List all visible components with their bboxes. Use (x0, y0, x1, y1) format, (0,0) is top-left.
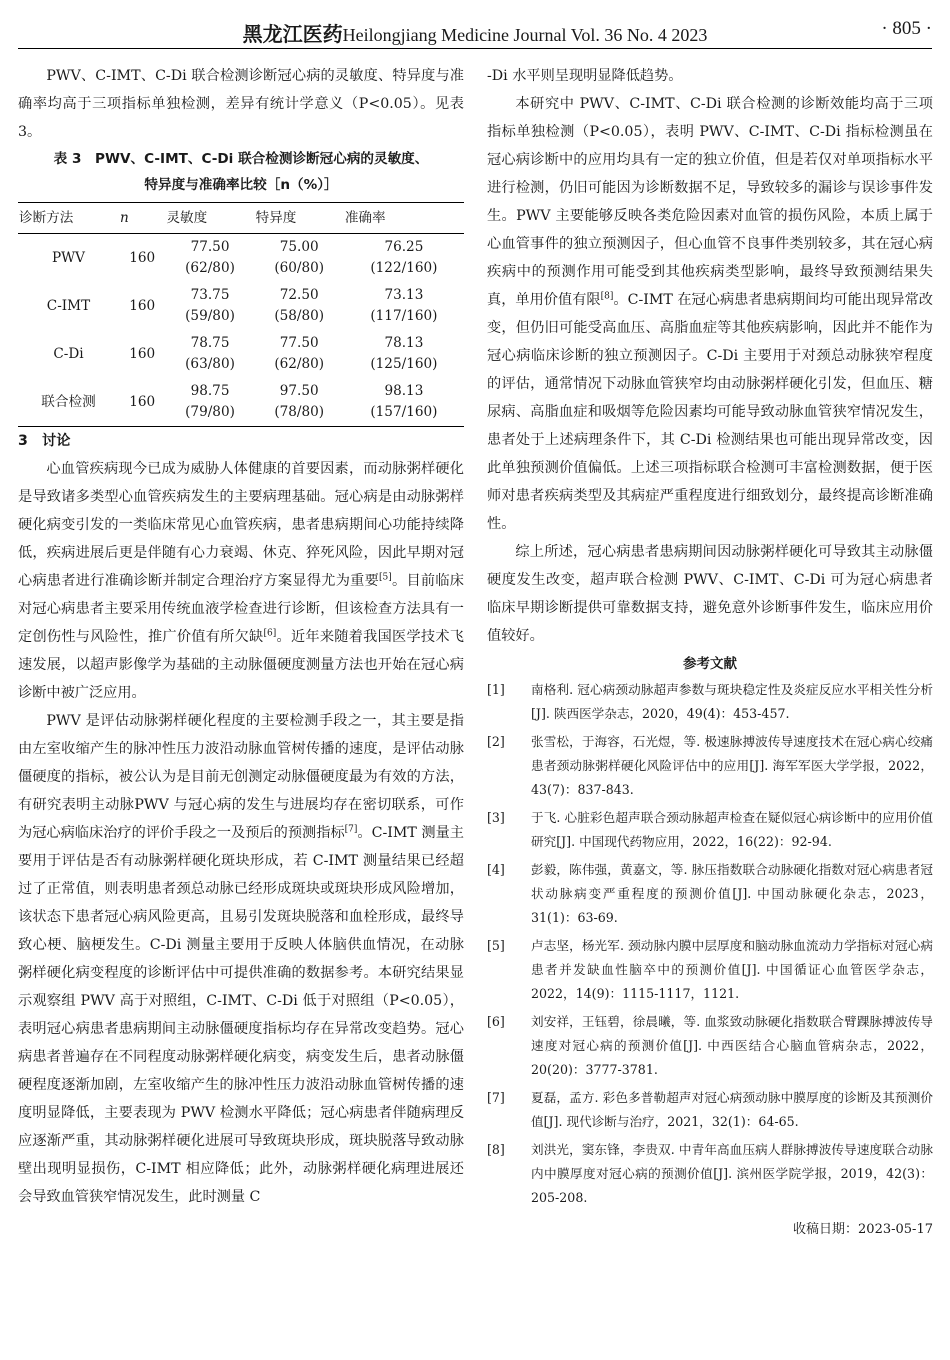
table-row (18, 378, 464, 427)
value: 75.00 (279, 239, 319, 255)
reference-text: 彭毅，陈伟强，黄嘉文，等. 脉压指数联合动脉硬化指数对冠心病患者冠状动脉病变严重程度的预测价值[J]. 中国动脉硬化杂志，2023，31(1)：63-69. (531, 862, 933, 925)
discussion-paragraph-3 (487, 90, 933, 538)
reference-item (487, 806, 933, 854)
table-header-cell: 特异度 (255, 203, 344, 234)
sensitivity-cell (165, 330, 254, 378)
value: 98.13 (384, 383, 424, 399)
table-header-cell: 诊断方法 (18, 203, 119, 234)
reference-number: [7] (487, 1090, 505, 1105)
method-cell: C-Di (53, 345, 84, 362)
reference-item (487, 678, 933, 726)
journal-title (18, 18, 932, 47)
continued-paragraph: -Di 水平则呈现明显降低趋势。 (487, 68, 683, 84)
count: (125/160) (370, 356, 438, 372)
method-cell: PWV (52, 249, 85, 266)
reference-text: 南格利. 冠心病颈动脉超声参数与斑块稳定性及炎症反应水平相关性分析[J]. 陕西医学杂志，2020，49(4)：453-457. (531, 682, 933, 721)
value: 77.50 (190, 239, 230, 255)
intro-paragraph: PWV、C-IMT、C-Di 联合检测诊断冠心病的灵敏度、特异度与准确率均高于三项指标单独检测，差异有统计学意义（P<0.05）。见表3。 (18, 68, 464, 140)
table-caption-line-1: 表 3 PWV、C-IMT、C-Di 联合检测诊断冠心病的灵敏度、 (53, 151, 429, 167)
value: 73.75 (190, 287, 230, 303)
reference-text: 卢志坚，杨光军. 颈动脉内膜中层厚度和脑动脉血流动力学指标对冠心病患者并发缺血性脑卒中的预测价值[J]. 中国循证心血管医学杂志，2022，14(9)：1115-1117，1121. (531, 938, 933, 1001)
count: (157/160) (370, 404, 438, 420)
page-number: · 805 · (881, 18, 932, 39)
n-cell: 160 (129, 297, 156, 314)
value: 98.75 (190, 383, 230, 399)
journal-name-en: Heilongjiang Medicine Journal Vol. 36 No. 4 2023 (342, 25, 708, 45)
method-cell: C-IMT (46, 297, 91, 314)
n-cell: 160 (119, 378, 165, 427)
text: 本研究中 PWV、C-IMT、C-Di 联合检测的诊断效能均高于三项指标单独检测（P<0.05），表明 PWV、C-IMT、C-Di 指标检测虽在冠心病诊断中的应用均具有一定的独立价值，但是若仅对单项指标水平进行检测，仍旧可能因为诊断数据不足，导致较多的漏诊与误诊事件发生。PWV 主要能够反映各类危险因素对血管的损伤风险，本质上属于心血管事件的独立预测因子，但心血管不良事件类别较多，其在冠心病疾病中的预测作用可能受到其他疾病类型影响，最终导致预测结果失真，单用价值有限 (487, 96, 933, 308)
reference-item (487, 730, 933, 802)
page-header (18, 14, 932, 50)
specificity-cell (255, 234, 344, 283)
reference-number: [5] (487, 938, 505, 953)
header-rule (18, 48, 932, 49)
n-cell: 160 (129, 249, 156, 266)
value: 78.13 (384, 335, 424, 351)
references-list (487, 678, 933, 1210)
value: 78.75 (190, 335, 230, 351)
accuracy-cell (344, 234, 464, 283)
count: (58/80) (274, 308, 325, 324)
reference-number: [2] (487, 734, 505, 749)
value: 73.13 (384, 287, 424, 303)
conclusion-paragraph: 综上所述，冠心病患者患病期间因动脉粥样硬化可导致其主动脉僵硬度发生改变，超声联合检测 PWV、C-IMT、C-Di 可为冠心病患者临床早期诊断提供可靠数据支持，避免意外诊断事件发生，临床应用价值较好。 (487, 544, 933, 644)
reference-number: [6] (487, 1014, 505, 1029)
reference-number: [4] (487, 862, 505, 877)
reference-text: 于飞. 心脏彩色超声联合颈动脉超声检查在疑似冠心病诊断中的应用价值研究[J]. 中国现代药物应用，2022，16(22)：92-94. (531, 810, 933, 849)
text: 。目前临床对冠心病患者主要采用传统血液学检查进行诊断，但该检查方法具有一定创伤性与风险性，推广价值有所欠缺 (18, 573, 464, 645)
text: 。近年来随着我国医学技术飞速发展，以超声影像学为基础的主动脉僵硬度测量方法也开始在冠心病诊断中被广泛应用。 (18, 629, 464, 701)
text: 心血管疾病现今已成为威胁人体健康的首要因素，而动脉粥样硬化是导致诸多类型心血管疾病发生的主要病理基础。冠心病是由动脉粥样硬化病变引发的一类临床常见心血管疾病，患者患病期间心功能持续降低，疾病进展后更是伴随有心力衰竭、休克、猝死风险，因此早期对冠心病患者进行准确诊断并制定合理治疗方案显得尤为重要 (18, 461, 464, 589)
count: (62/80) (185, 260, 235, 276)
reference-number: [1] (487, 682, 505, 697)
reference-text: 刘安祥，王钰碧，徐晨曦，等. 血浆致动脉硬化指数联合臂踝脉搏波传导速度对冠心病的预测价值[J]. 中西医结合心脑血管病杂志，2022，20(20)：3777-3781. (531, 1014, 933, 1077)
accuracy-cell (344, 378, 464, 427)
citation: [6] (263, 628, 277, 639)
count: (59/80) (185, 308, 235, 324)
accuracy-cell (344, 330, 464, 378)
sensitivity-cell (165, 234, 254, 283)
count: (63/80) (185, 356, 235, 372)
count: (60/80) (274, 260, 325, 276)
sensitivity-cell (165, 282, 254, 330)
text: 。C-IMT 测量主要用于评估是否有动脉粥样硬化斑块形成，若 C-IMT 测量结果已经超过了正常值，则表明患者颈总动脉已经形成斑块或斑块形成风险增加，该状态下患者冠心病风险更高，且易引发斑块脱落和血栓形成，最终导致心梗、脑梗发生。C-Di 测量主要用于反映人体脑供血情况，在动脉粥样硬化病变程度的诊断评估中可提供准确的数据参考。本研究结果显示观察组 PWV 高于对照组，C-IMT、C-Di 低于对照组（P<0.05），表明冠心病患者患病期间主动脉僵硬度指标均存在异常改变趋势。冠心病患者普遍存在不同程度动脉粥样硬化病变，病变发生后，患者动脉僵硬程度逐渐加剧，左室收缩产生的脉冲性压力波沿动脉血管树传播的速度明显降低，主要表现为 PWV 检测水平降低；冠心病患者伴随病理反应逐渐严重，其动脉粥样硬化进展可导致斑块形成，斑块脱落导致动脉壁出现明显损伤，C-IMT 相应降低；此外，动脉粥样硬化病理进展还会导致血管狭窄情况发生，此时测量 C (18, 825, 464, 1205)
reference-item (487, 1010, 933, 1082)
section-heading: 3 讨论 (18, 433, 71, 449)
reference-text: 夏磊，孟方. 彩色多普勒超声对冠心病颈动脉中膜厚度的诊断及其预测价值[J]. 现代诊断与治疗，2021，32(1)：64-65. (531, 1090, 933, 1129)
method-cell: 联合检测 (18, 378, 119, 427)
discussion-paragraph-2 (18, 707, 464, 1211)
count: (117/160) (370, 308, 438, 324)
value: 77.50 (279, 335, 319, 351)
table-header-cell: 灵敏度 (165, 203, 254, 234)
discussion-paragraph-1 (18, 455, 464, 707)
reference-number: [3] (487, 810, 505, 825)
table-row (18, 330, 464, 378)
value: 97.50 (279, 383, 319, 399)
sensitivity-cell (165, 378, 254, 427)
reference-item (487, 1086, 933, 1134)
right-column (487, 62, 933, 1242)
citation: [8] (600, 291, 614, 302)
table-header-cell: 准确率 (344, 203, 464, 234)
reference-item (487, 858, 933, 930)
text: PWV 是评估动脉粥样硬化程度的主要检测手段之一，其主要是指由左室收缩产生的脉冲性压力波沿动脉血管树传播的速度，是评估动脉僵硬度的指标，被公认为是目前无创测定动脉僵硬度最为有效的方法，有研究表明主动脉PWV 与冠心病的发生与进展均存在密切联系，可作为冠心病临床治疗的评价手段之一及预后的预测指标 (18, 713, 464, 841)
references-heading: 参考文献 (683, 656, 737, 672)
specificity-cell (255, 378, 344, 427)
value: 76.25 (384, 239, 424, 255)
text: 。C-IMT 在冠心病患者患病期间均可能出现异常改变，但仍旧可能受高血压、高脂血症等其他疾病影响，因此并不能作为冠心病临床诊断的独立预测因子。C-Di 主要用于对颈总动脉狭窄程度的评估，通常情况下动脉血管狭窄均由动脉粥样硬化引发，但血压、糖尿病、高脂血症和吸烟等危险因素均可能导致动脉血管狭窄情况发生，患者处于上述病理条件下，其 C-Di 检测结果也可能出现异常改变，因此单独预测价值偏低。上述三项指标联合检测可丰富检测数据，便于医师对患者疾病类型及其病症严重程度进行细致划分，最终提高诊断准确性。 (487, 292, 933, 532)
citation: [5] (379, 572, 392, 583)
results-table (18, 202, 464, 427)
reference-text: 张雪松，于海容，石光煜，等. 极速脉搏波传导速度技术在冠心病心绞痛患者颈动脉粥样硬化风险评估中的应用[J]. 海军军医大学学报，2022，43(7)：837-843. (531, 734, 933, 797)
reference-item (487, 934, 933, 1006)
n-cell: 160 (129, 345, 156, 362)
value: 72.50 (279, 287, 319, 303)
count: (79/80) (185, 404, 235, 420)
table-header-row (18, 203, 464, 234)
left-column (18, 62, 464, 1211)
count: (62/80) (274, 356, 325, 372)
specificity-cell (255, 282, 344, 330)
received-date: 收稿日期：2023-05-17 (793, 1222, 933, 1237)
accuracy-cell (344, 282, 464, 330)
reference-item (487, 1138, 933, 1210)
reference-number: [8] (487, 1142, 505, 1157)
citation: [7] (344, 824, 358, 835)
table-row (18, 282, 464, 330)
count: (122/160) (370, 260, 438, 276)
table-caption-line-2: 特异度与准确率比较［n（%）］ (144, 177, 338, 193)
table-row (18, 234, 464, 283)
journal-name-cn: 黑龙江医药 (242, 22, 343, 46)
specificity-cell (255, 330, 344, 378)
reference-text: 刘洪光，窦东锋，李贵双. 中青年高血压病人群脉搏波传导速度联合动脉内中膜厚度对冠心病的预测价值[J]. 滨州医学院学报，2019，42(3)：205-208. (531, 1142, 933, 1205)
table-header-cell: n (119, 203, 165, 234)
count: (78/80) (274, 404, 325, 420)
